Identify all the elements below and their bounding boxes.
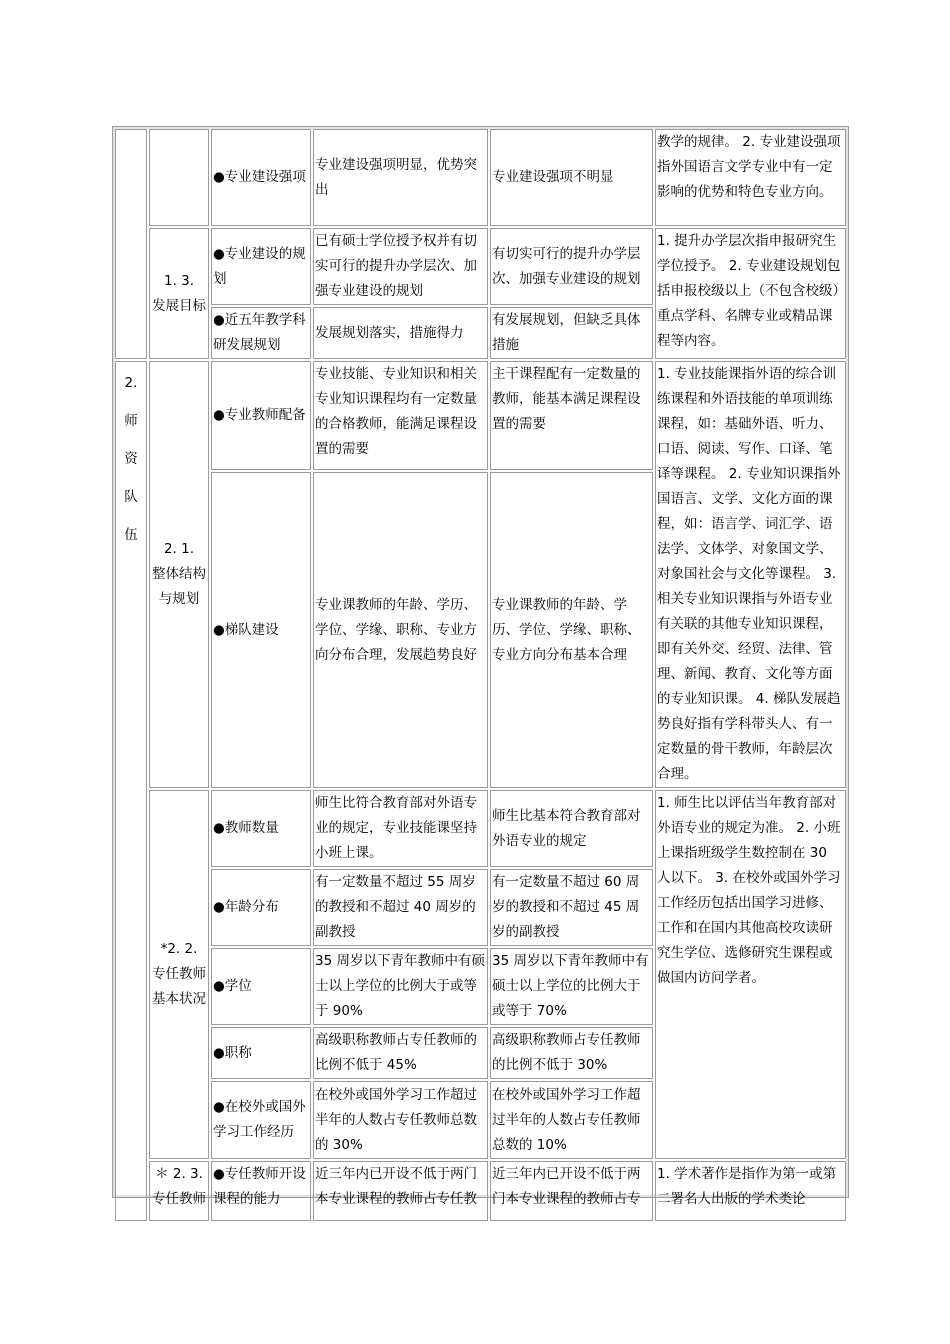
subsection-number: 1. 3. bbox=[163, 272, 195, 289]
section-label-char: 2. bbox=[124, 375, 138, 391]
standard-c-cell: 主干课程配有一定数量的教师，能基本满足课程设置的需要 bbox=[490, 361, 653, 470]
standard-a-cell: 有一定数量不超过 55 周岁的教授和不超过 40 周岁的副教授 bbox=[313, 869, 488, 946]
indicator-cell: ●专任教师开设课程的能力 bbox=[211, 1161, 311, 1221]
note-cell: 教学的规律。 2. 专业建设强项指外国语言文学专业中有一定影响的优势和特色专业方向。 bbox=[655, 129, 846, 226]
standard-c-cell: 专业课教师的年龄、学历、学位、学缘、职称、专业方向分布基本合理 bbox=[490, 472, 653, 788]
standard-c-cell: 师生比基本符合教育部对外语专业的规定 bbox=[490, 790, 653, 867]
evaluation-table-page bbox=[112, 126, 849, 1207]
indicator-cell: ●专业建设强项 bbox=[211, 129, 311, 226]
section-2-label bbox=[115, 361, 147, 1221]
indicator-cell: ●职称 bbox=[211, 1027, 311, 1079]
standard-c-cell: 近三年内已开设不低于两门本专业课程的教师占专 bbox=[490, 1161, 653, 1221]
standard-a-cell: 专业课教师的年龄、学历、学位、学缘、职称、专业方向分布合理，发展趋势良好 bbox=[313, 472, 488, 788]
indicator-cell: ●年龄分布 bbox=[211, 869, 311, 946]
subsection-title: 专任教师 bbox=[152, 1191, 206, 1207]
standard-a-cell: 高级职称教师占专任教师的比例不低于 45% bbox=[313, 1027, 488, 1079]
section-label-char: 队 bbox=[124, 489, 138, 505]
subsection-title: 整体结构与规划 bbox=[152, 566, 206, 607]
standard-c-cell: 35 周岁以下青年教师中有硕士以上学位的比例大于或等于 70% bbox=[490, 948, 653, 1025]
note-cell: 1. 提升办学层次指申报研究生学位授予。 2. 专业建设规划包括申报校级以上（不包含校级）重点学科、名牌专业或精品课程等内容。 bbox=[655, 228, 846, 359]
subsection-2-2-label bbox=[149, 790, 209, 1159]
evaluation-criteria-table bbox=[113, 127, 848, 1223]
note-cell: 1. 师生比以评估当年教育部对外语专业的规定为准。 2. 小班上课指班级学生数控制在 30 人以下。 3. 在校外或国外学习工作经历包括出国学习进修、工作和在国内其他高校攻读研究生学位、选修研究生课程或做国内访问学者。 bbox=[655, 790, 846, 1159]
section-label-char: 资 bbox=[124, 451, 138, 467]
standard-c-cell: 在校外或国外学习工作超过半年的人数占专任教师总数的 10% bbox=[490, 1081, 653, 1159]
indicator-cell: ●专业教师配备 bbox=[211, 361, 311, 470]
standard-a-cell: 专业建设强项明显，优势突出 bbox=[313, 129, 488, 226]
table-row bbox=[115, 790, 846, 867]
subsection-number: *2. 2. bbox=[160, 941, 198, 957]
standard-c-cell: 有发展规划，但缺乏具体措施 bbox=[490, 307, 653, 359]
section-label-char: 师 bbox=[124, 413, 138, 429]
indicator-cell: ●学位 bbox=[211, 948, 311, 1025]
indicator-cell: ●梯队建设 bbox=[211, 472, 311, 788]
standard-a-cell: 师生比符合教育部对外语专业的规定，专业技能课坚持小班上课。 bbox=[313, 790, 488, 867]
table-row bbox=[115, 129, 846, 226]
standard-a-cell: 35 周岁以下青年教师中有硕士以上学位的比例大于或等于 90% bbox=[313, 948, 488, 1025]
standard-c-cell: 高级职称教师占专任教师的比例不低于 30% bbox=[490, 1027, 653, 1079]
indicator-cell: ●教师数量 bbox=[211, 790, 311, 867]
table-row bbox=[115, 361, 846, 470]
standard-a-cell: 发展规划落实，措施得力 bbox=[313, 307, 488, 359]
standard-c-cell: 有一定数量不超过 60 周岁的教授和不超过 45 周岁的副教授 bbox=[490, 869, 653, 946]
standard-a-cell: 近三年内已开设不低于两门本专业课程的教师占专任教 bbox=[313, 1161, 488, 1221]
subsection-1-3-label bbox=[149, 228, 209, 359]
standard-c-cell: 有切实可行的提升办学层次、加强专业建设的规划 bbox=[490, 228, 653, 305]
section-label-char: 伍 bbox=[124, 527, 138, 543]
indicator-cell: ●近五年教学科研发展规划 bbox=[211, 307, 311, 359]
standard-a-cell: 在校外或国外学习工作超过半年的人数占专任教师总数的 30% bbox=[313, 1081, 488, 1159]
standard-a-cell: 已有硕士学位授予权并有切实可行的提升办学层次、加强专业建设的规划 bbox=[313, 228, 488, 305]
note-cell: 1. 专业技能课指外语的综合训练课程和外语技能的单项训练课程，如：基础外语、听力、口语、阅读、写作、口译、笔译等课程。 2. 专业知识课指外国语言、文学、文化方面的课程，如：语言学、词汇学、语法学、文体学、对象国文学、对象国社会与文化等课程。 3. 相关专业知识课指与外语专业有关联的其他专业知识课程，即有关外交、经贸、法律、管理、新闻、教育、文化等方面的专业知识课。 4. 梯队发展趋势良好指有学科带头人、有一定数量的骨干教师，年龄层次合理。 bbox=[655, 361, 846, 788]
subsection-title: 发展目标 bbox=[152, 297, 206, 314]
subsection-2-3-label bbox=[149, 1161, 209, 1221]
subsection-number: 2. 1. bbox=[163, 541, 195, 557]
indicator-cell: ●专业建设的规划 bbox=[211, 228, 311, 305]
standard-a-cell: 专业技能、专业知识和相关专业知识课程均有一定数量的合格教师，能满足课程设置的需要 bbox=[313, 361, 488, 470]
note-cell: 1. 学术著作是指作为第一或第二署名人出版的学术类论 bbox=[655, 1161, 846, 1221]
subsection-label-cell bbox=[149, 129, 209, 226]
standard-c-cell: 专业建设强项不明显 bbox=[490, 129, 653, 226]
indicator-cell: ●在校外或国外学习工作经历 bbox=[211, 1081, 311, 1159]
table-row bbox=[115, 1161, 846, 1221]
section-1-label-cell bbox=[115, 129, 147, 359]
subsection-number: ＊ 2. 3. bbox=[155, 1166, 203, 1182]
subsection-title: 专任教师基本状况 bbox=[152, 966, 206, 1007]
subsection-2-1-label bbox=[149, 361, 209, 788]
table-row bbox=[115, 228, 846, 305]
